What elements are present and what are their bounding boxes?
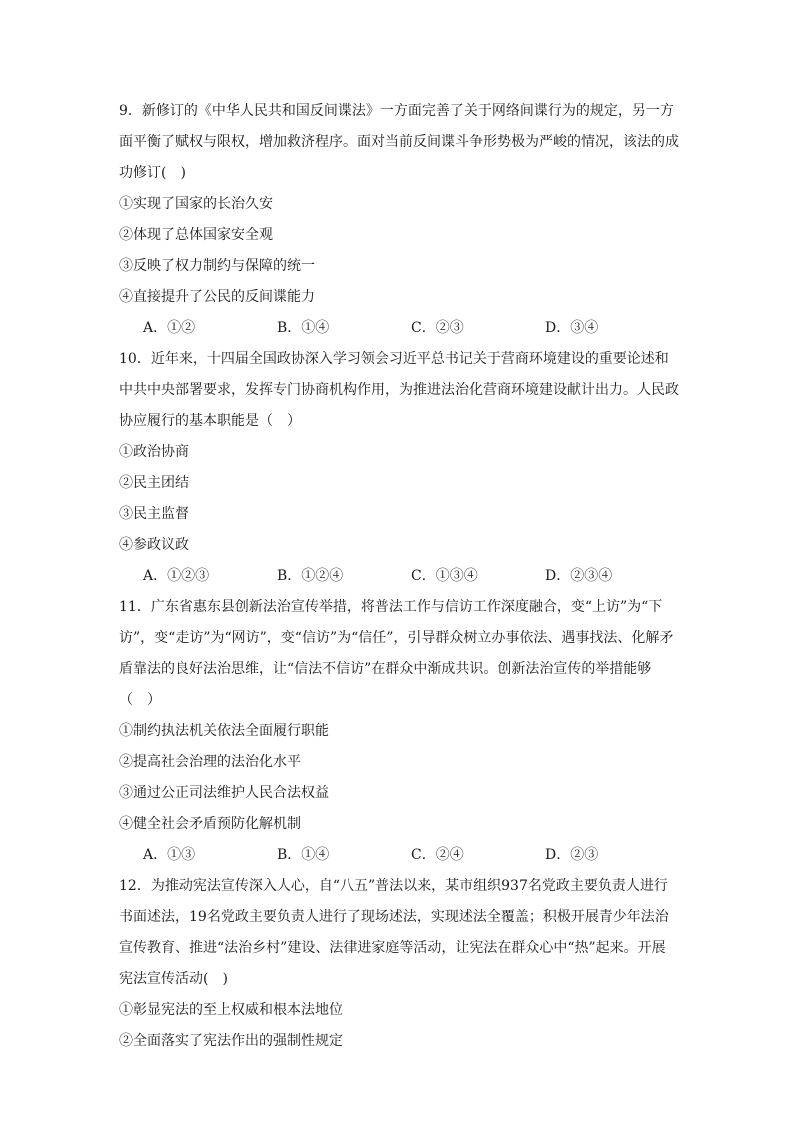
statement-option: ②体现了总体国家安全观	[119, 227, 273, 243]
choice-c: C．②③	[411, 320, 464, 336]
question-stem: 12．为推动宪法宣传深入人心，自“八五”普法以来，某市组织937名党政主要负责人进行书面述法，19名党政主要负责人进行了现场述法，实现述法全覆盖；积极开展青少年法治宣传教育、推进“法治乡村”建设、法律进家庭等活动，让宪法在群众心中“热”起来。开展宪法宣传活动( )	[119, 878, 669, 987]
question-stem: 10．近年来，十四届全国政协深入学习领会习近平总书记关于营商环境建设的重要论述和中共中央部署要求，发挥专门协商机构作用，为推进法治化营商环境建设献计出力。人民政协应履行的基本职能是（ ）	[119, 351, 679, 429]
choice-d: D．②③④	[545, 568, 613, 584]
choice-a: A．①②③	[143, 568, 210, 584]
statement-option: ①政治协商	[119, 444, 189, 460]
question-stem: 11．广东省惠东县创新法治宣传举措，将普法工作与信访工作深度融合，变“上访”为“下访”，变“走访”为“网访”，变“信访”为“信任”，引导群众树立办事依法、遇事找法、化解矛盾靠法的良好法治思维，让“信法不信访”在群众中渐成共识。创新法治宣传的举措能够（ ）	[119, 599, 674, 708]
statement-option: ③民主监督	[119, 506, 189, 522]
answer-choices	[119, 313, 679, 344]
question-11	[119, 592, 679, 871]
choice-d: D．②③	[545, 847, 599, 863]
choice-c: C．②④	[411, 847, 464, 863]
statement-option: ④直接提升了公民的反间谍能力	[119, 289, 315, 305]
statement-option: ②全面落实了宪法作出的强制性规定	[119, 1033, 343, 1049]
question-list	[119, 96, 679, 1057]
answer-choices	[119, 561, 679, 592]
choice-a: A．①③	[143, 847, 196, 863]
choice-b: B．①④	[277, 320, 330, 336]
statement-option: ①实现了国家的长治久安	[119, 196, 273, 212]
choice-d: D．③④	[545, 320, 599, 336]
statement-option: ②民主团结	[119, 475, 189, 491]
choice-b: B．①②④	[277, 568, 344, 584]
statement-option: ③通过公正司法维护人民合法权益	[119, 785, 329, 801]
choice-a: A．①②	[143, 320, 196, 336]
question-9	[119, 96, 679, 344]
question-12	[119, 871, 679, 1057]
statement-option: ①制约执法机关依法全面履行职能	[119, 723, 329, 739]
statement-option: ①彰显宪法的至上权威和根本法地位	[119, 1002, 343, 1018]
statement-option: ④健全社会矛盾预防化解机制	[119, 816, 301, 832]
statement-option: ②提高社会治理的法治化水平	[119, 754, 301, 770]
answer-choices	[119, 840, 679, 871]
statement-option: ③反映了权力制约与保障的统一	[119, 258, 315, 274]
question-stem: 9．新修订的《中华人民共和国反间谍法》一方面完善了关于网络间谍行为的规定，另一方面平衡了赋权与限权，增加救济程序。面对当前反间谍斗争形势极为严峻的情况，该法的成功修订( )	[119, 103, 679, 181]
choice-c: C．①③④	[411, 568, 478, 584]
question-10	[119, 344, 679, 592]
statement-option: ④参政议政	[119, 537, 189, 553]
choice-b: B．①④	[277, 847, 330, 863]
